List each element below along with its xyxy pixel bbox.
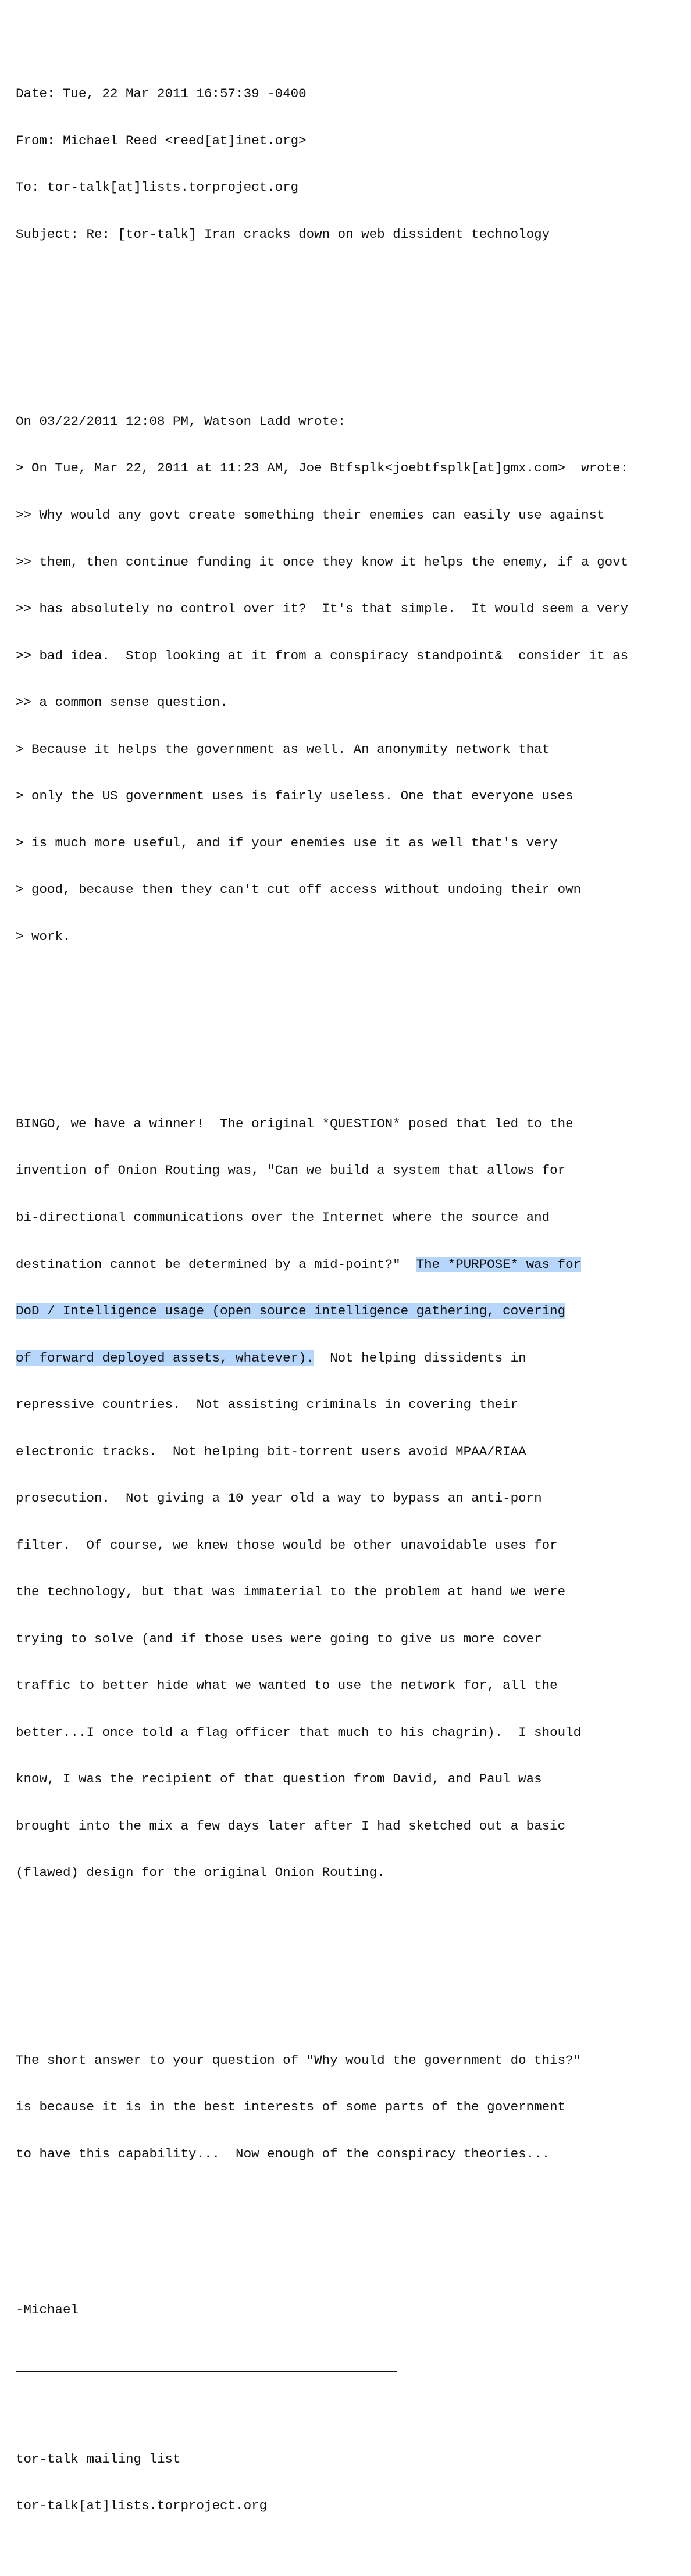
body-line: brought into the mix a few days later after I had sketched out a basic	[16, 1818, 566, 1834]
blank-line	[16, 1959, 685, 1974]
body-line: the technology, but that was immaterial to the problem at hand we were	[16, 1584, 566, 1600]
body-line: to have this capability... Now enough of the conspiracy theories...	[16, 2146, 550, 2161]
quote-line: > good, because then they can't cut off access without undoing their own	[16, 882, 582, 898]
body-line: know, I was the recipient of that question from David, and Paul was	[16, 1771, 542, 1787]
blank-line	[16, 1023, 685, 1038]
mailing-list-footer	[16, 2420, 685, 2545]
list-address-link[interactable]: tor-talk[at]lists.torproject.org	[16, 2498, 268, 2514]
quote-line: > is much more useful, and if your enemies use it as well that's very	[16, 835, 558, 851]
body-line: (flawed) design for the original Onion Routing.	[16, 1865, 385, 1881]
blank-line	[16, 2240, 685, 2256]
header-to: To: tor-talk[at]lists.torproject.org	[16, 180, 299, 195]
body-line: better...I once told a flag officer that much to his chagrin). I should	[16, 1724, 582, 1740]
body-line: BINGO, we have a winner! The original *QUESTION* posed that led to the	[16, 1116, 574, 1131]
quote-line: >> has absolutely no control over it? It's that simple. It would seem a very	[16, 601, 629, 617]
body-line: prosecution. Not giving a 10 year old a way to bypass an anti-porn	[16, 1491, 542, 1506]
body-line: bi-directional communications over the Internet where the source and	[16, 1209, 550, 1225]
quote-line: >> a common sense question.	[16, 695, 228, 710]
body-line: repressive countries. Not assisting criminals in covering their	[16, 1397, 519, 1413]
quoted-reply	[16, 383, 685, 976]
quote-line: >> bad idea. Stop looking at it from a conspiracy standpoint& consider it as	[16, 648, 629, 663]
quote-line: >> them, then continue funding it once they know it helps the enemy, if a govt	[16, 554, 629, 570]
body-paragraph-2	[16, 2021, 685, 2193]
body-paragraph-1	[16, 1085, 685, 1912]
quote-line: > Because it helps the government as well. An anonymity network that	[16, 741, 550, 757]
body-line: filter. Of course, we knew those would be other unavoidable uses for	[16, 1537, 558, 1553]
body-line: trying to solve (and if those uses were going to give us more cover	[16, 1631, 542, 1646]
quote-line: > work.	[16, 928, 71, 944]
header-from: From: Michael Reed <reed[at]inet.org>	[16, 133, 307, 148]
body-text: destination cannot be determined by a mid-point?"	[16, 1256, 416, 1272]
body-line: The short answer to your question of "Why would the government do this?"	[16, 2052, 582, 2068]
body-line: electronic tracks. Not helping bit-torrent users avoid MPAA/RIAA	[16, 1444, 526, 1459]
email-document	[16, 8, 685, 2576]
header-subject: Subject: Re: [tor-talk] Iran cracks down on web dissident technology	[16, 226, 550, 242]
footer-separator	[16, 2371, 397, 2372]
body-line: traffic to better hide what we wanted to use the network for, all the	[16, 1678, 558, 1693]
quote-line: >> Why would any govt create something their enemies can easily use against	[16, 508, 605, 523]
selected-text[interactable]: The *PURPOSE* was for	[416, 1256, 582, 1272]
list-name: tor-talk mailing list	[16, 2451, 181, 2467]
email-headers	[16, 55, 685, 274]
quote-line: > only the US government uses is fairly useless. One that everyone uses	[16, 788, 574, 804]
blank-line	[16, 320, 685, 336]
body-line: is because it is in the best interests of some parts of the government	[16, 2099, 566, 2115]
body-line: invention of Onion Routing was, "Can we build a system that allows for	[16, 1163, 566, 1178]
quote-line: > On Tue, Mar 22, 2011 at 11:23 AM, Joe Btfsplk<joebtfsplk[at]gmx.com> wrote:	[16, 460, 629, 476]
body-text: Not helping dissidents in	[314, 1350, 526, 1366]
body-line-highlight-start	[16, 1257, 685, 1273]
quote-attribution: On 03/22/2011 12:08 PM, Watson Ladd wrote:	[16, 413, 346, 429]
body-line-highlight	[16, 1303, 685, 1319]
body-line-highlight-end	[16, 1350, 685, 1366]
header-date: Date: Tue, 22 Mar 2011 16:57:39 -0400	[16, 86, 307, 102]
signature: -Michael	[16, 2302, 79, 2318]
selected-text[interactable]: of forward deployed assets, whatever).	[16, 1350, 315, 1366]
selected-text[interactable]: DoD / Intelligence usage (open source intelligence gathering, covering	[16, 1303, 566, 1319]
